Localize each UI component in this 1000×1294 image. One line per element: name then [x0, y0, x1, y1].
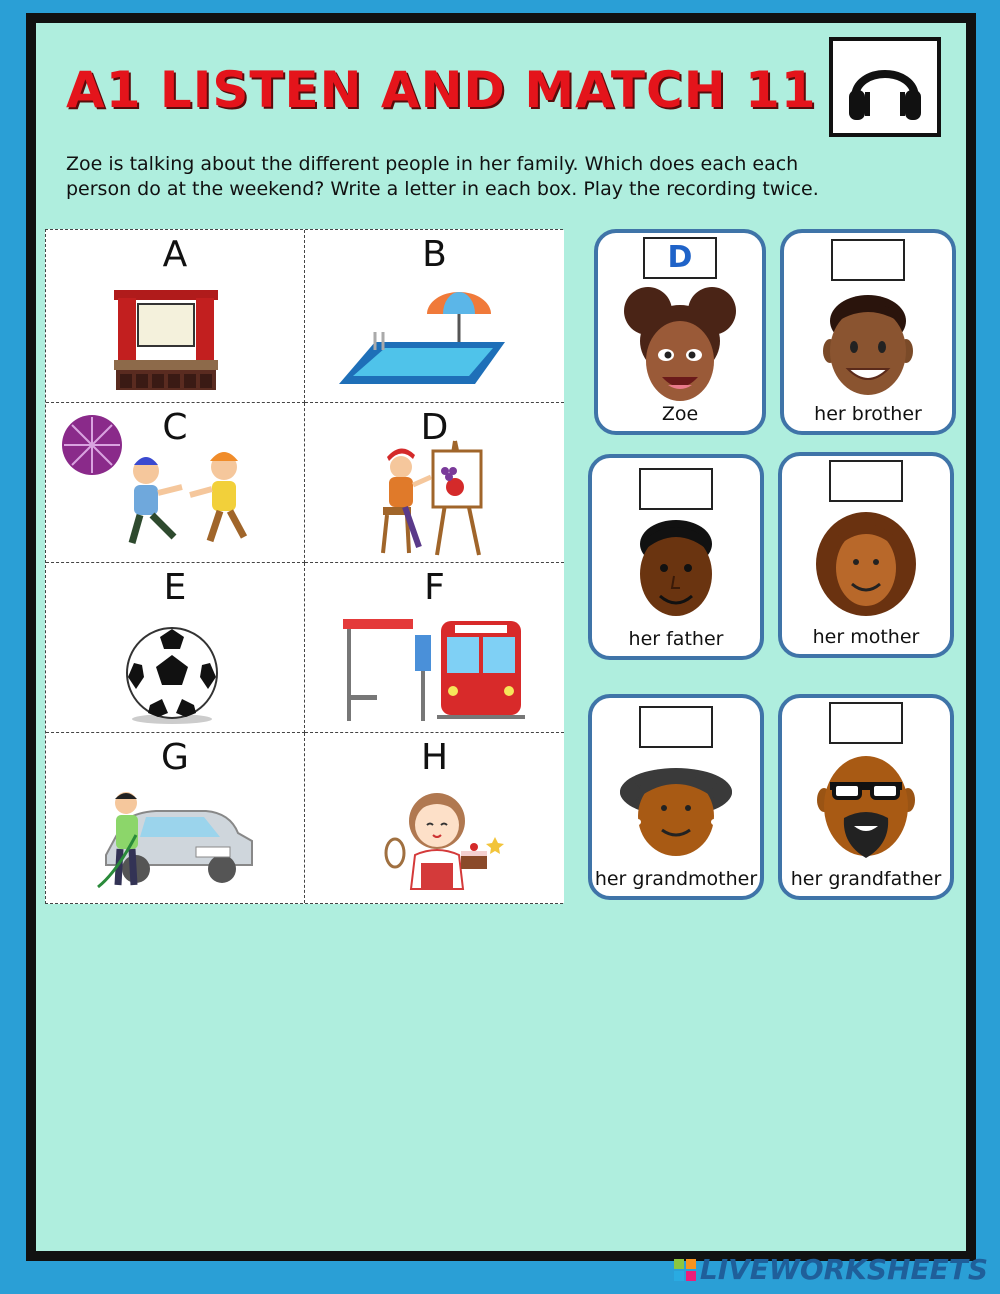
person-card-grandmother: [588, 694, 764, 900]
liveworksheets-logo-icon: [674, 1259, 696, 1281]
painting-easel-icon: [375, 437, 495, 557]
swimming-pool-icon: [335, 284, 510, 394]
zoe-face-icon: [624, 285, 736, 405]
person-name: her grandfather: [790, 868, 942, 890]
activity-grid: [45, 229, 563, 904]
activity-letter: D: [420, 407, 449, 448]
activity-cell-g: [46, 733, 305, 903]
person-card-father: [588, 454, 764, 660]
activity-letter: F: [424, 567, 445, 608]
activity-letter: B: [422, 234, 447, 275]
person-name: Zoe: [661, 403, 699, 425]
activity-cell-d: [305, 403, 564, 563]
activity-letter: E: [163, 567, 187, 608]
person-card-grandfather: [778, 694, 954, 900]
bus-stop-icon: [341, 615, 525, 725]
instructions-line-2: person do at the weekend? Write a letter in each box. Play the recording twice.: [66, 178, 819, 200]
grandfather-face-icon: [816, 754, 916, 860]
football-icon: [122, 625, 222, 725]
mother-face-icon: [814, 508, 918, 616]
headphones-icon: [845, 52, 925, 122]
activity-cell-h: [305, 733, 564, 903]
person-card-brother: [780, 229, 956, 435]
answer-box[interactable]: [829, 460, 903, 502]
audio-play-button[interactable]: [829, 37, 941, 137]
activity-letter: C: [162, 407, 188, 448]
brother-face-icon: [820, 291, 916, 397]
worksheet-page: [36, 23, 966, 1251]
activity-letter: G: [161, 737, 189, 778]
activity-cell-b: [305, 230, 564, 403]
activity-letter: H: [420, 737, 449, 778]
car-washing-icon: [96, 783, 256, 893]
baking-cake-icon: [375, 781, 505, 893]
person-name: her mother: [812, 626, 920, 648]
person-card-mother: [778, 452, 954, 658]
instructions: [66, 152, 866, 202]
activity-cell-e: [46, 563, 305, 733]
cinema-stage-icon: [114, 290, 218, 392]
person-name: her grandmother: [594, 868, 758, 890]
answer-box[interactable]: D: [643, 237, 717, 279]
dancing-disco-icon: [54, 409, 274, 559]
grandmother-face-icon: [618, 758, 734, 858]
father-face-icon: [634, 516, 718, 618]
answer-box[interactable]: [831, 239, 905, 281]
activity-cell-f: [305, 563, 564, 733]
activity-cell-a: [46, 230, 305, 403]
answer-box[interactable]: [639, 706, 713, 748]
person-name: her father: [628, 628, 724, 650]
instructions-line-1: Zoe is talking about the different people in her family. Which does each each: [66, 153, 799, 175]
activity-letter: A: [162, 234, 188, 275]
watermark: [674, 1253, 988, 1286]
answer-box[interactable]: [639, 468, 713, 510]
answer-box[interactable]: [829, 702, 903, 744]
watermark-text: LIVEWORKSHEETS: [699, 1253, 988, 1286]
activity-cell-c: [46, 403, 305, 563]
person-name: her brother: [814, 403, 922, 425]
person-card-zoe: [594, 229, 766, 435]
page-title: A1 LISTEN AND MATCH 11: [66, 61, 817, 119]
worksheet-frame: [26, 13, 976, 1261]
